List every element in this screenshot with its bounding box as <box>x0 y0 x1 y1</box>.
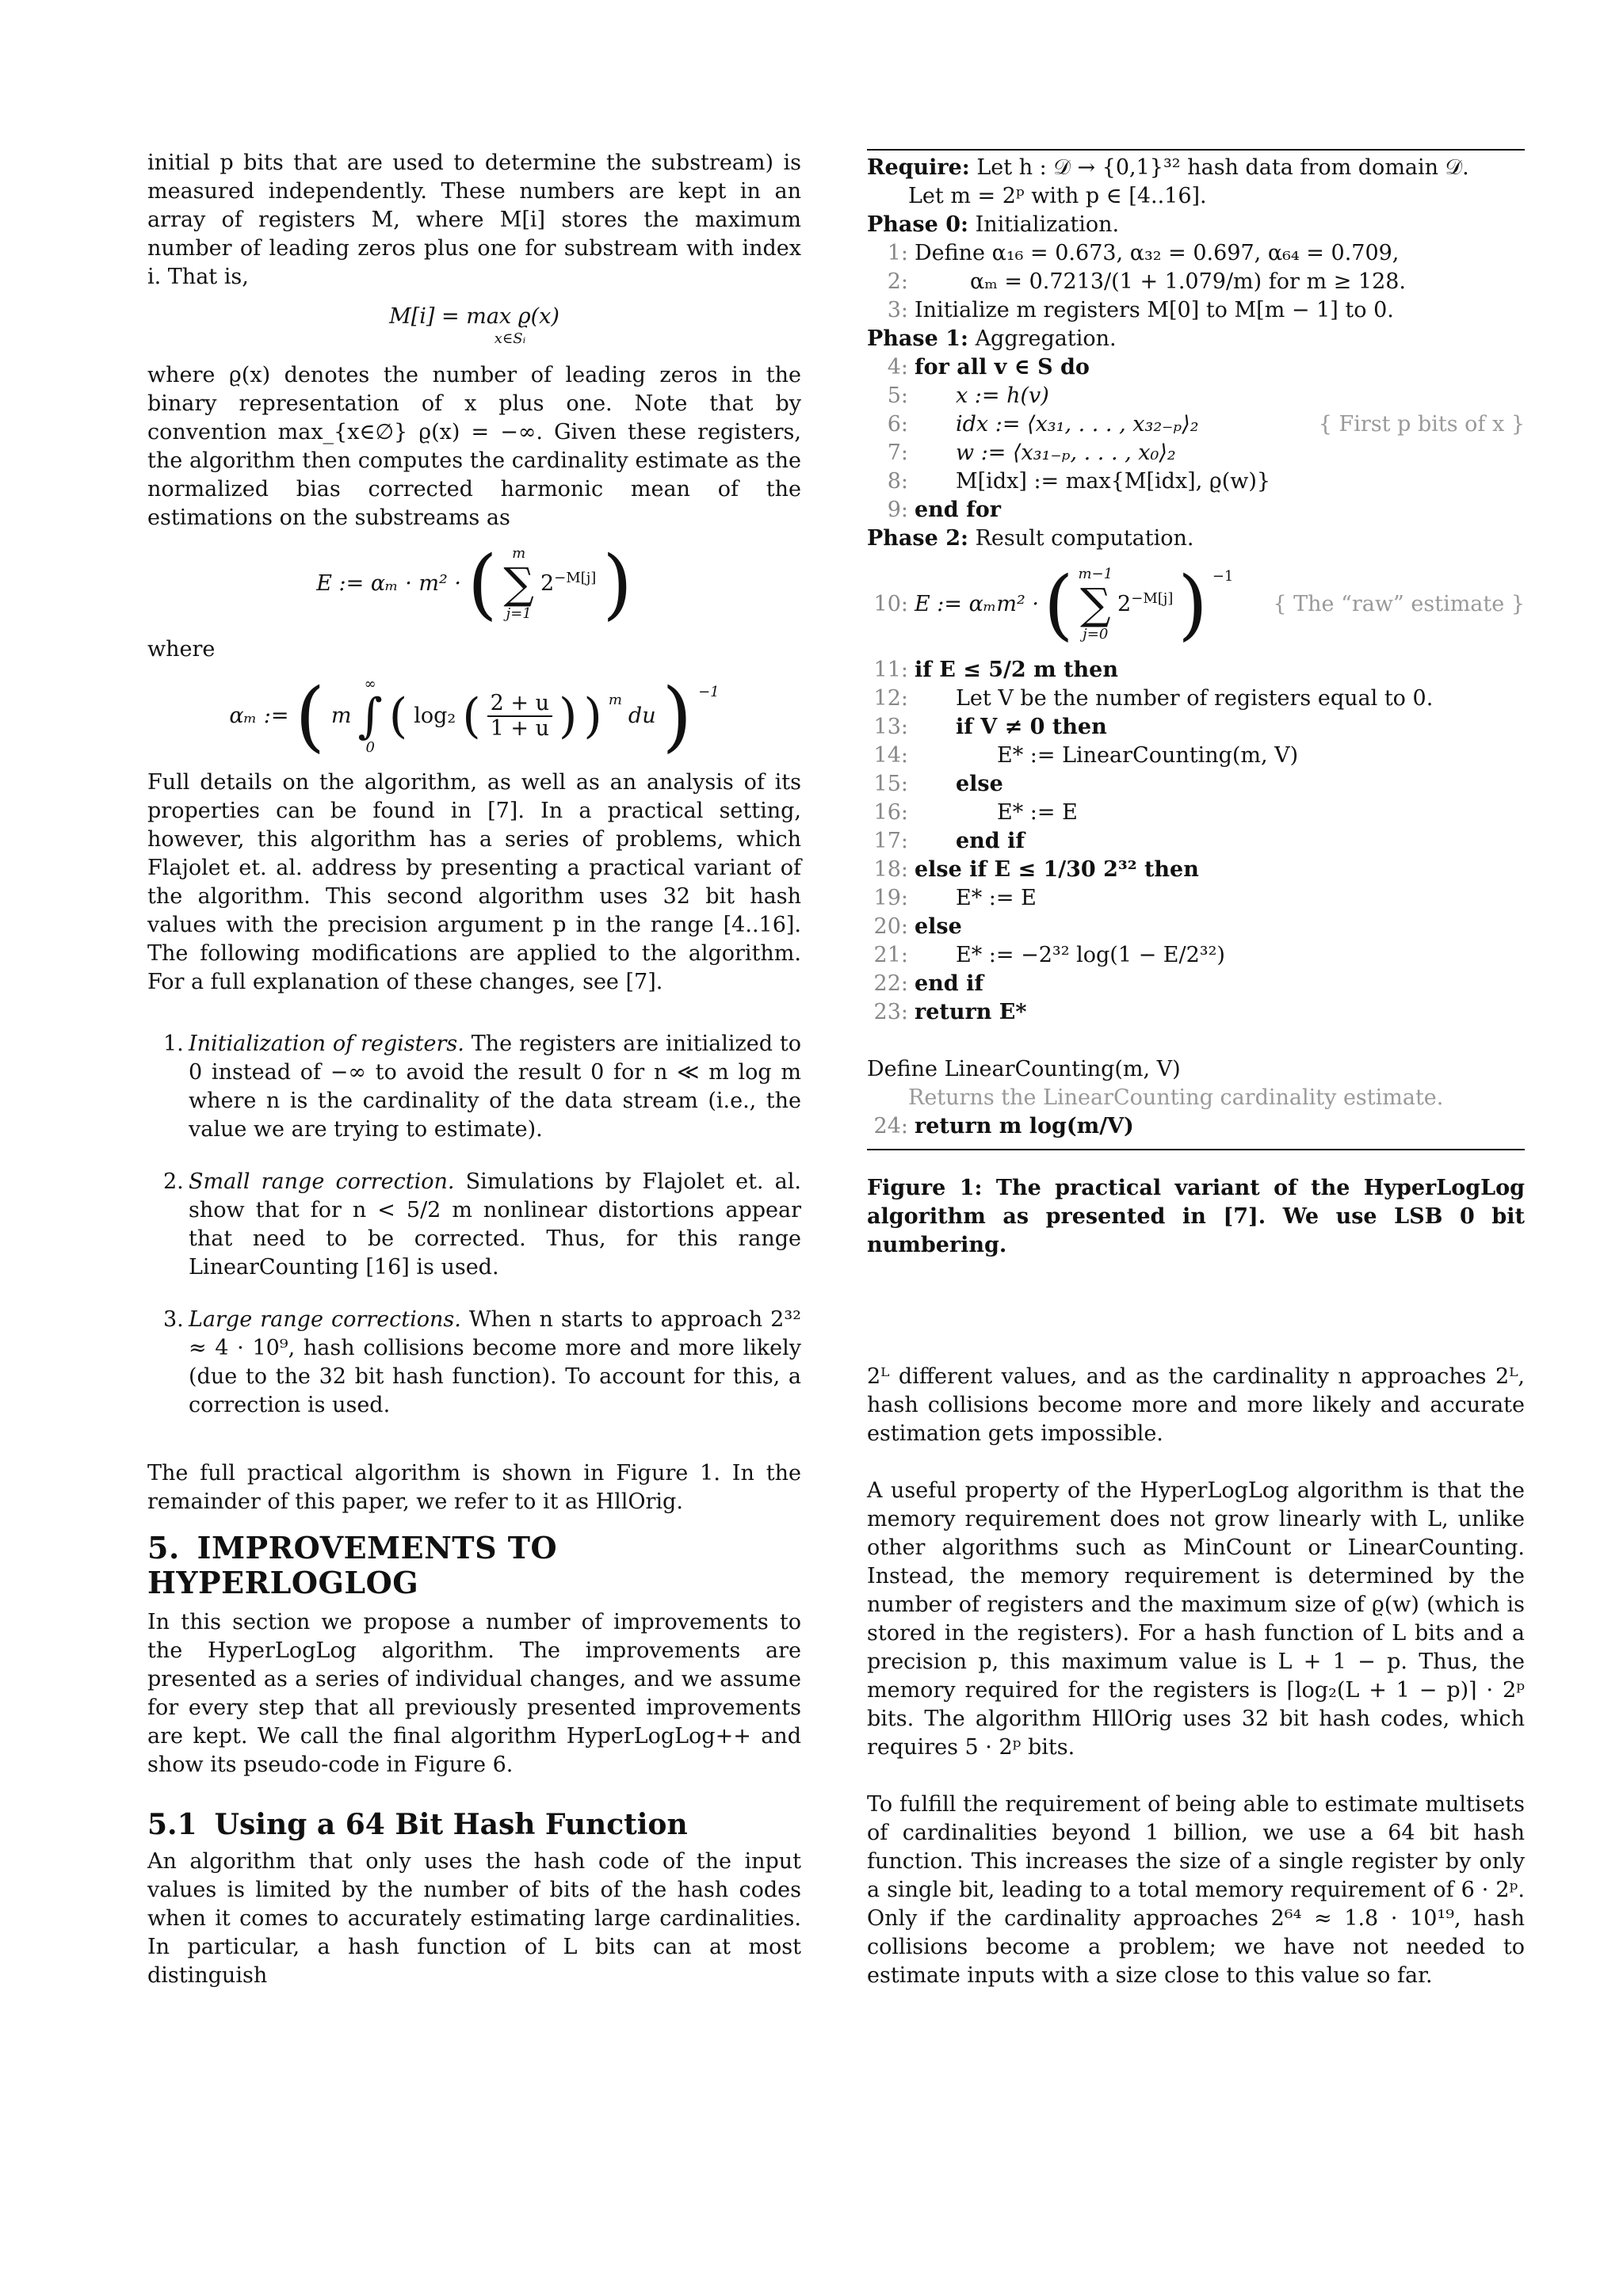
subsection-heading: 5.1 Using a 64 Bit Hash Function <box>147 1808 688 1841</box>
algo-line: 13: if V ≠ 0 then <box>873 715 1107 739</box>
algo-line: 21: E* := −2³² log(1 − E/2³²) <box>873 943 1225 967</box>
algo-line: 8: M[idx] := max{M[idx], ϱ(w)} <box>887 469 1271 494</box>
equation-register-max-text: M[i] = max ϱ(x) <box>389 304 559 329</box>
algo-line: 16: E* := E <box>873 800 1078 825</box>
algo-line: 15: else <box>873 772 1003 796</box>
list-item-title: Large range corrections. <box>189 1307 461 1332</box>
algo-line: 5: x := h(v) <box>887 383 1049 408</box>
algo-line-raw-estimate: 10: E := αₘm² · ( m−1 ∑ j=0 $2^{-M[j]}$ ) −1 { The “raw” estimate } <box>873 560 1525 649</box>
algo-line: 2: αₘ = 0.7213/(1 + 1.079/m) for m ≥ 128. <box>887 269 1407 294</box>
equation-register-max-subscript: x∈Sᵢ <box>494 330 526 347</box>
list-item-title: Small range correction. <box>189 1169 455 1194</box>
algo-line: 22: end if <box>873 971 983 996</box>
algo-line: 17: end if <box>873 829 1025 853</box>
algo-line: 6: idx := ⟨x₃₁, . . . , x₃₂₋ₚ⟩₂ { First p bits of x } <box>867 410 1525 439</box>
algo-require: Require: Let h : 𝒟 → {0,1}³² hash data from domain 𝒟. <box>867 155 1469 180</box>
equation-alpha-du: du <box>628 704 656 728</box>
right-column <box>867 149 1525 1990</box>
paragraph-where: where <box>147 637 216 662</box>
algo-comment: { First p bits of x } <box>1318 412 1525 437</box>
integral-lower: 0 <box>365 739 375 756</box>
list-item: 3. Large range corrections. When n starts to approach 2³² ≈ 4 · 10⁹, hash collisions become more and more likely (due to the 32 bit hash function). To account for this, a correction is used. <box>163 1307 801 1417</box>
algo-phase2: Phase 2: Result computation. <box>867 526 1194 551</box>
paragraph-64bit: To fulfill the requirement of being able to estimate multisets of cardinalities beyond 1 billion, we use a 64 bit hash function. This increases the size of a single register by only a single bit, leading to a total memory requirement of 6 · 2ᵖ. Only if the cardinality approaches 2⁶⁴ ≈ 1.8 · 10¹⁹, hash collisions become a problem; we have not needed to estimate inputs with a size close to this value so far. <box>867 1792 1525 1988</box>
paragraph-collisions: 2ᴸ different values, and as the cardinality n approaches 2ᴸ, hash collisions become more and more likely and accurate estimation gets impossible. <box>867 1364 1525 1446</box>
algo-line: 19: E* := E <box>873 886 1037 910</box>
algo-comment: { The “raw” estimate } <box>1273 592 1525 616</box>
algo-line: 3: Initialize m registers M[0] to M[m − 1] to 0. <box>887 298 1394 322</box>
sum-upper-limit: m <box>512 545 526 562</box>
sum-term-base: 2 <box>540 571 555 596</box>
algo-line: 23: return E* <box>873 1000 1027 1024</box>
left-column <box>147 149 801 1990</box>
equation-estimate-lhs: E := αₘ · m² · <box>316 571 461 596</box>
algorithm-box: Require: Let h : 𝒟 → {0,1}³² hash data from domain 𝒟. Let m = 2ᵖ with p ∈ [4..16]. Phase 0: Initialization. 1: Define α₁₆ = 0.673, α₃₂ = 0.697, α₆₄ = 0.709, 2: αₘ = 0.7213/(1 + 1.079/m) for m ≥ 128. 3: Initialize m registers M[0] to M[m − 1] to 0. Phase 1: Aggregation. 4: for all v ∈ S do 5: x := h(v) 6: idx := ⟨x₃₁, . . . , x₃₂₋ₚ⟩₂ { First p bits of x } 7: w := ⟨x₃₁₋ₚ, . . . , x₀⟩₂ 8: M[idx] := max{M[idx], ϱ(w)} 9: end for Phase 2: Result computation. 10: E := αₘm² · ( m−1 ∑ j=0 $2^{-M[j]}$ ) −1 { The “raw” estimate } 11: if E ≤ 5/2 m then 12: Let V be the number of registers equal to 0. 13: if V ≠ 0 then 14: E* := LinearCounting(m, V) 15: else 16: E* := E 17: end if 18: else if E ≤ 1/30 2³² then 19: E* := E 20: else 21: E* := −2³² log(1 − E/2³²) 22: end if 23: return E* Define LinearCounting(m, V) Returns the LinearCounting cardinality estimate. 24: return m log(m/V) <box>867 149 1525 1150</box>
algo-line: 9: end for <box>887 498 1001 522</box>
algo-define-desc: Returns the LinearCounting cardinality estimate. <box>908 1085 1444 1110</box>
list-item: 2. Small range correction. Simulations by Flajolet et. al. show that for n < 5/2 m nonlinear distortions appear that need to be corrected. Thus, for this range LinearCounting [16] is used. <box>163 1169 801 1280</box>
left-paren: ( <box>467 540 498 628</box>
algo-line: 18: else if E ≤ 1/30 2³² then <box>873 857 1199 882</box>
equation-estimate <box>147 540 801 628</box>
integral-symbol: ∞ ∫ 0 <box>357 676 383 756</box>
sum-symbol: m−1 ∑ j=0 <box>1078 566 1113 643</box>
sum-lower-limit: j=1 <box>506 605 532 622</box>
list-item-title: Initialization of registers. <box>189 1032 464 1056</box>
algo-line: 11: if E ≤ 5/2 m then <box>873 658 1118 682</box>
list-item-text: Simulations by Flajolet et. al. show that for n < 5/2 m nonlinear distortions appear that need to be corrected. Thus, for this range LinearCounting [16] is used. <box>189 1169 801 1280</box>
paragraph-full-algorithm: The full practical algorithm is shown in Figure 1. In the remainder of this paper, we refer to it as HllOrig. <box>147 1461 801 1514</box>
algo-line: 7: w := ⟨x₃₁₋ₚ, . . . , x₀⟩₂ <box>887 441 1176 465</box>
paragraph-hash-limit: An algorithm that only uses the hash code of the input values is limited by the number of bits of the hash codes when it comes to accurately estimating large cardinalities. In particular, a hash function of L bits can at most distinguish <box>147 1849 801 1988</box>
paragraph-rho-definition: where ϱ(x) denotes the number of leading zeros in the binary representation of x plus one. Note that by convention max_{x∈∅} ϱ(x) = −∞. Given these registers, the algorithm then computes the cardinality estimate as the normalized bias corrected harmonic mean of the estimations on the substreams as <box>147 363 801 530</box>
equation-alpha-log: log₂ <box>414 704 456 728</box>
algo-phase1: Phase 1: Aggregation. <box>867 326 1117 351</box>
algo-phase0: Phase 0: Initialization. <box>867 212 1120 237</box>
integral-upper: ∞ <box>364 676 376 692</box>
paragraph-intro: initial p bits that are used to determine the substream) is measured independently. These numbers are kept in an array of registers M, where M[i] stores the maximum number of leading zeros plus one for substream with index i. That is, <box>147 151 801 289</box>
fraction-numerator: 2 + u <box>487 692 552 717</box>
modification-list <box>147 1025 801 1420</box>
algo-line: 4: for all v ∈ S do <box>887 355 1090 379</box>
equation-alpha-lhs: αₘ := <box>229 704 289 728</box>
algo-line: 1: Define α₁₆ = 0.673, α₃₂ = 0.697, α₆₄ = 0.709, <box>887 241 1400 265</box>
sum-symbol: m ∑ j=1 <box>503 545 534 622</box>
equation-alpha-fraction <box>487 692 552 741</box>
list-item: 1. Initialization of registers. The registers are initialized to 0 instead of −∞ to avoid the result 0 for n ≪ m log m where n is the cardinality of the data stream (i.e., the value we are trying to estimate). <box>163 1032 801 1142</box>
algo-define: Define LinearCounting(m, V) <box>867 1057 1181 1081</box>
algo-line: 14: E* := LinearCounting(m, V) <box>873 743 1299 768</box>
paragraph-memory: A useful property of the HyperLogLog algorithm is that the memory requirement does not grow linearly with L, unlike other algorithms such as MinCount or LinearCounting. Instead, the memory requirement is determined by the number of registers and the maximum size of ϱ(w) (which is stored in the registers). For a hash function of L bits and a precision p, this maximum value is L + 1 − p. Thus, the memory required for the registers is ⌈log₂(L + 1 − p)⌉ · 2ᵖ bits. The algorithm HllOrig uses 32 bit hash codes, which requires 5 · 2ᵖ bits. <box>867 1478 1525 1760</box>
list-item-text: The registers are initialized to 0 instead of −∞ to avoid the result 0 for n ≪ m log m where n is the cardinality of the data stream (i.e., the value we are trying to estimate). <box>189 1032 801 1142</box>
paragraph-section-intro: In this section we propose a number of improvements to the HyperLogLog algorithm. The improvements are presented as a series of individual changes, and we assume for every step that all previously presented improvements are kept. We call the final algorithm HyperLogLog++ and show its pseudo-code in Figure 6. <box>147 1610 801 1777</box>
sum-term-exponent: −M[j] <box>554 570 597 586</box>
paragraph-full-details: Full details on the algorithm, as well as an analysis of its properties can be found in [7]. In a practical setting, however, this algorithm has a series of problems, which Flajolet et. al. address by presenting a practical variant of the algorithm. This second algorithm uses 32 bit hash values with the precision argument p in the range [4..16]. The following modifications are applied to the algorithm. For a full explanation of these changes, see [7]. <box>147 770 801 994</box>
fraction-denominator: 1 + u <box>490 716 549 741</box>
algo-line: 24: return m log(m/V) <box>873 1114 1134 1138</box>
right-paren: ) <box>602 540 632 628</box>
algo-line: 12: Let V be the number of registers equal to 0. <box>873 686 1434 711</box>
figure-caption: Figure 1: The practical variant of the HyperLogLog algorithm as presented in [7]. We use LSB 0 bit numbering. <box>867 1176 1525 1257</box>
algo-line: 20: else <box>873 914 962 939</box>
equation-alpha: αₘ := ( m ∞ ∫ 0 ( log₂ ( $\frac{2 + u}{1 + u}$ ) ) m du ) −1 <box>229 672 720 761</box>
list-item-text: When n starts to approach 2³² ≈ 4 · 10⁹, hash collisions become more and more likely (due to the 32 bit hash function). To account for this, a correction is used. <box>189 1307 801 1417</box>
section-heading: 5. IMPROVEMENTS TO HYPERLOGLOG <box>147 1530 558 1600</box>
equation-alpha-m: m <box>330 704 352 728</box>
